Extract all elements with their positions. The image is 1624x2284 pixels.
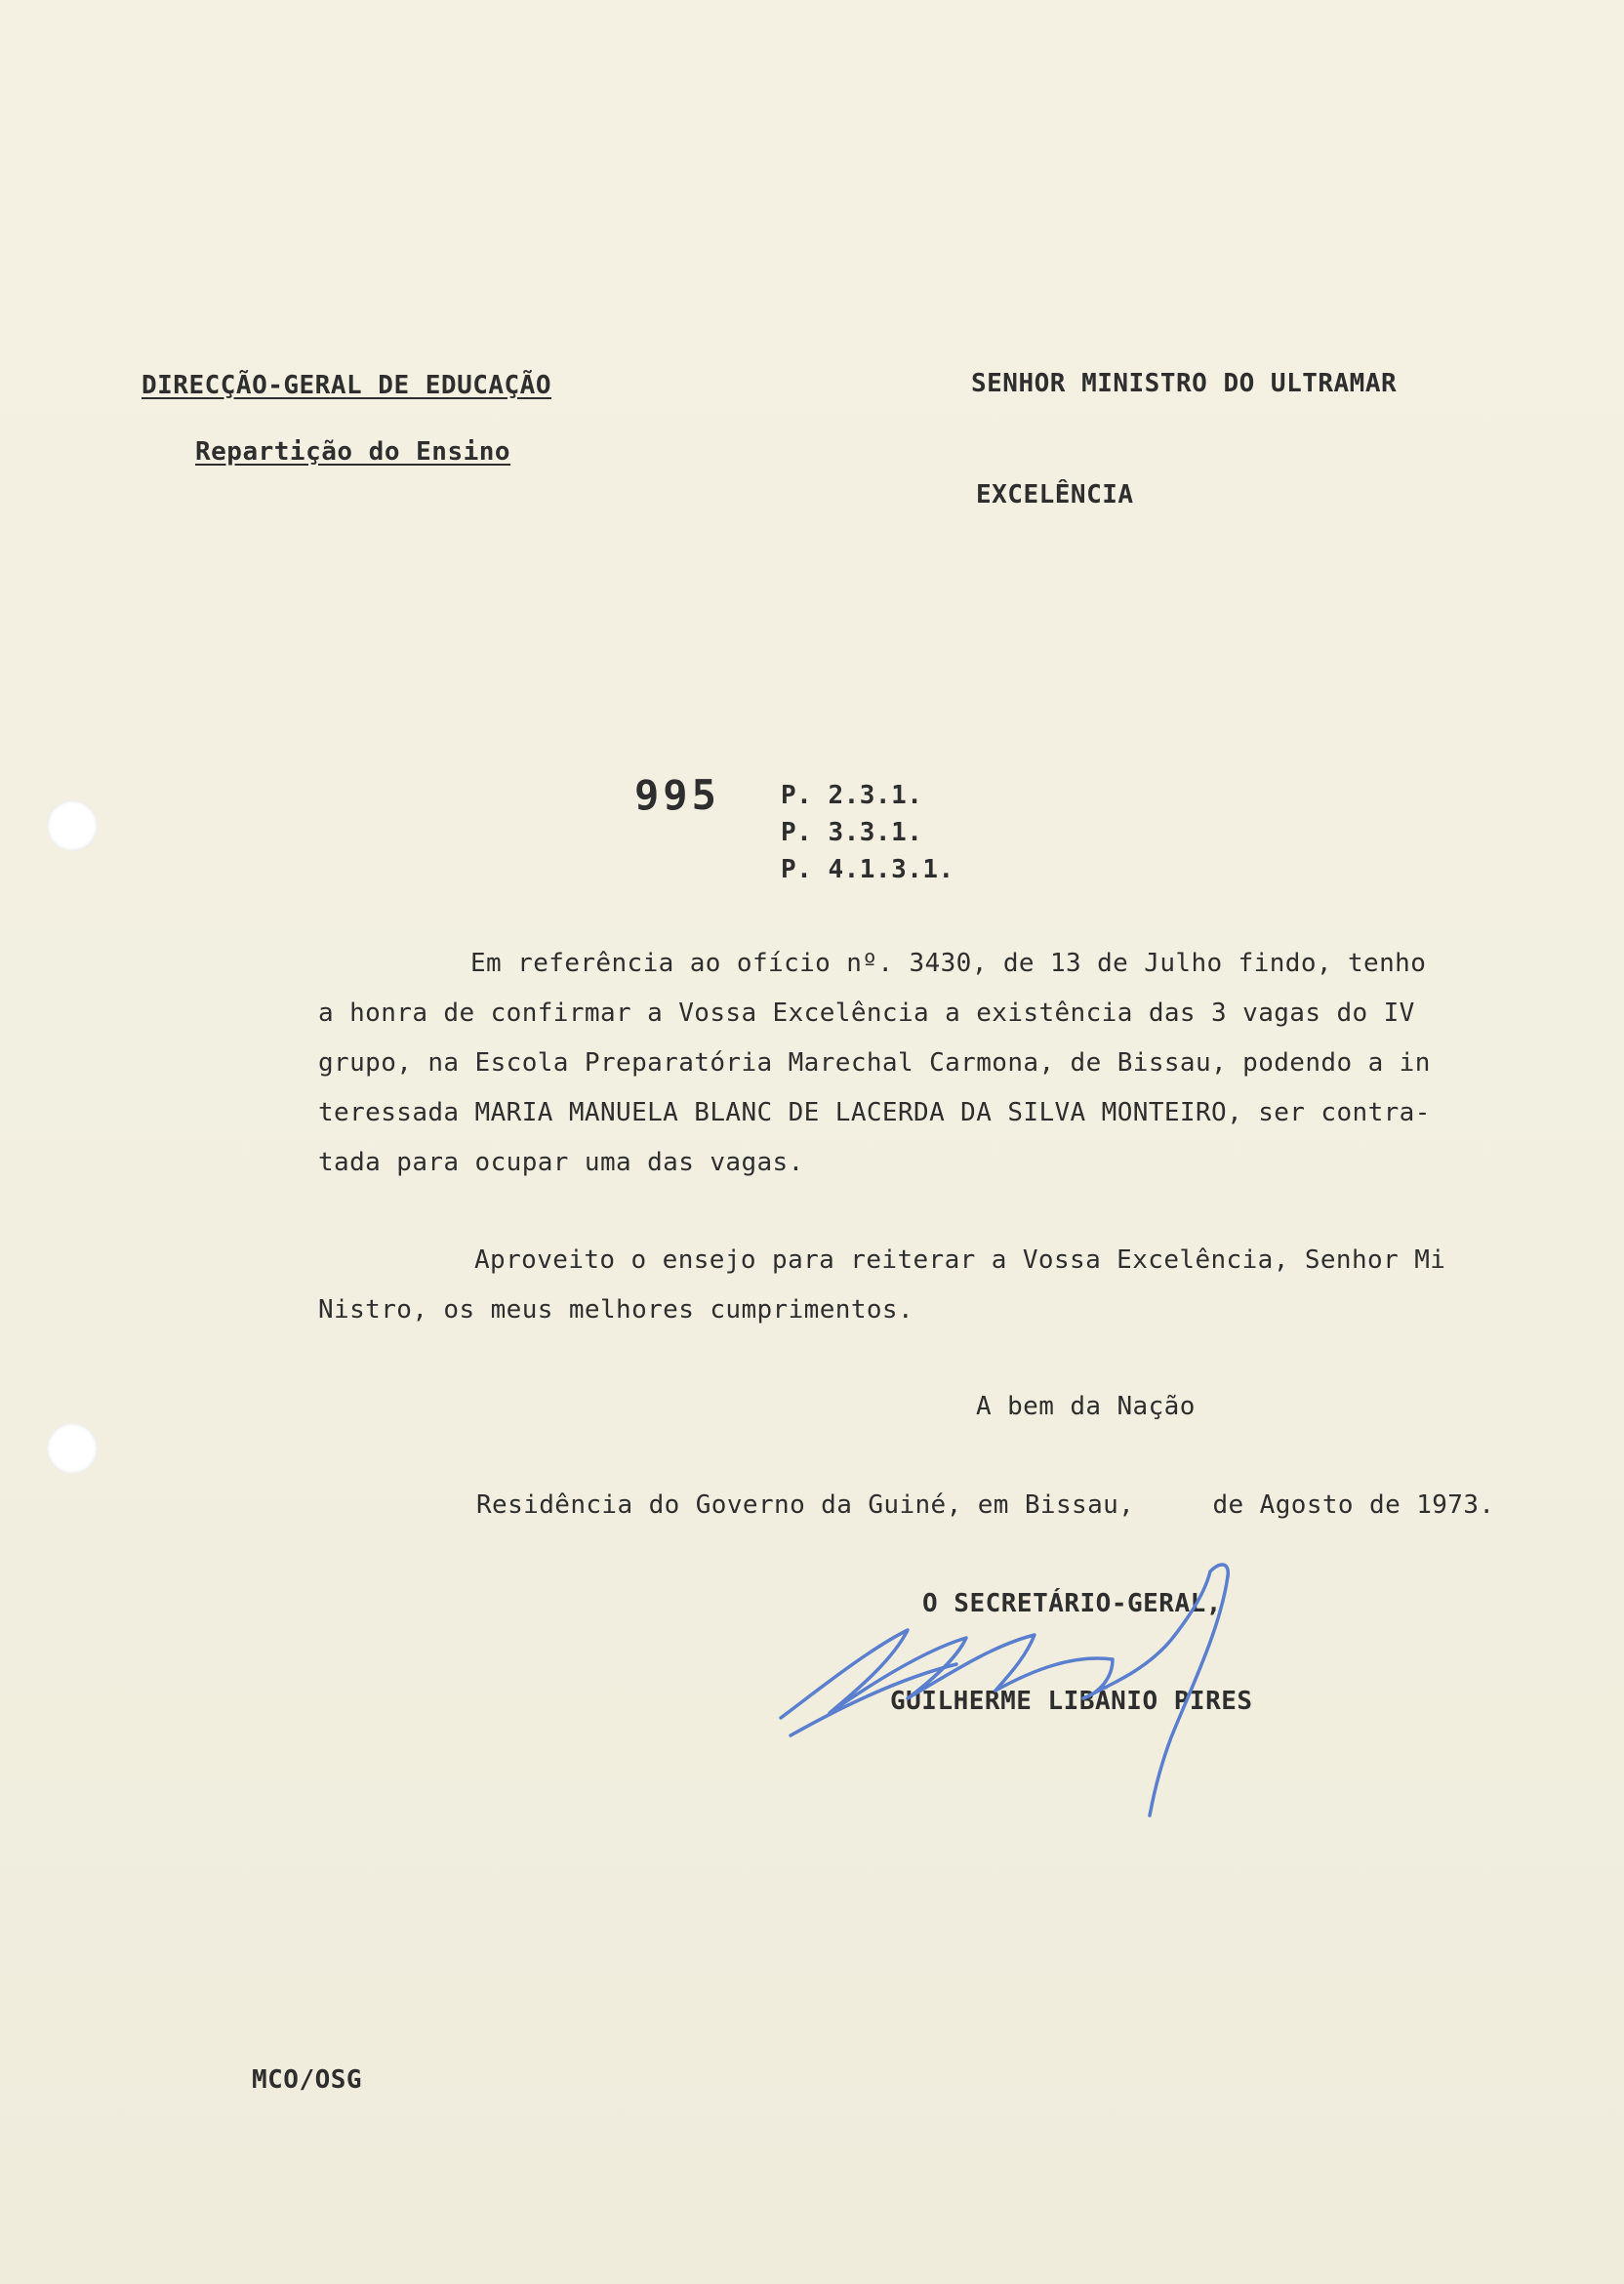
- reference-code-1: P. 2.3.1.: [781, 781, 923, 810]
- section-heading: Repartição do Ensino: [195, 437, 511, 467]
- paragraph1-line3: grupo, na Escola Preparatória Marechal Carmona, de Bissau, podendo a in: [318, 1048, 1431, 1078]
- reference-number: 995: [634, 771, 720, 819]
- salutation: EXCELÊNCIA: [976, 480, 1134, 510]
- paragraph1-line2: a honra de confirmar a Vossa Excelência a existência das 3 vagas do IV: [318, 999, 1415, 1028]
- signatory-title: O SECRETÁRIO-GERAL,: [922, 1589, 1222, 1618]
- reference-code-3: P. 4.1.3.1.: [781, 855, 954, 884]
- place-and-date: Residência do Governo da Guiné, em Bissau, de Agosto de 1973.: [476, 1490, 1495, 1520]
- department-heading: DIRECÇÃO-GERAL DE EDUCAÇÃO: [142, 371, 551, 400]
- signatory-name: GUILHERME LIBÂNIO PIRES: [890, 1687, 1253, 1716]
- paragraph2-line1: Aproveito o ensejo para reiterar a Vossa Excelência, Senhor Mi: [474, 1245, 1446, 1275]
- reference-code-2: P. 3.3.1.: [781, 818, 923, 847]
- paragraph1-line4: teressada MARIA MANUELA BLANC DE LACERDA DA SILVA MONTEIRO, ser contra-: [318, 1098, 1431, 1127]
- signature-strokes: [781, 1565, 1228, 1815]
- paragraph2-line2: Nistro, os meus melhores cumprimentos.: [318, 1295, 914, 1325]
- footer-initials: MCO/OSG: [252, 2065, 363, 2095]
- closing-formula: A bem da Nação: [976, 1392, 1196, 1421]
- punch-hole-bottom: [47, 1423, 98, 1474]
- punch-hole-top: [47, 800, 98, 851]
- paragraph1-line1: Em referência ao ofício nº. 3430, de 13 de Julho findo, tenho: [470, 949, 1427, 978]
- paragraph1-line5: tada para ocupar uma das vagas.: [318, 1148, 804, 1177]
- addressee: SENHOR MINISTRO DO ULTRAMAR: [971, 369, 1398, 398]
- handwritten-signature: [761, 1523, 1347, 1835]
